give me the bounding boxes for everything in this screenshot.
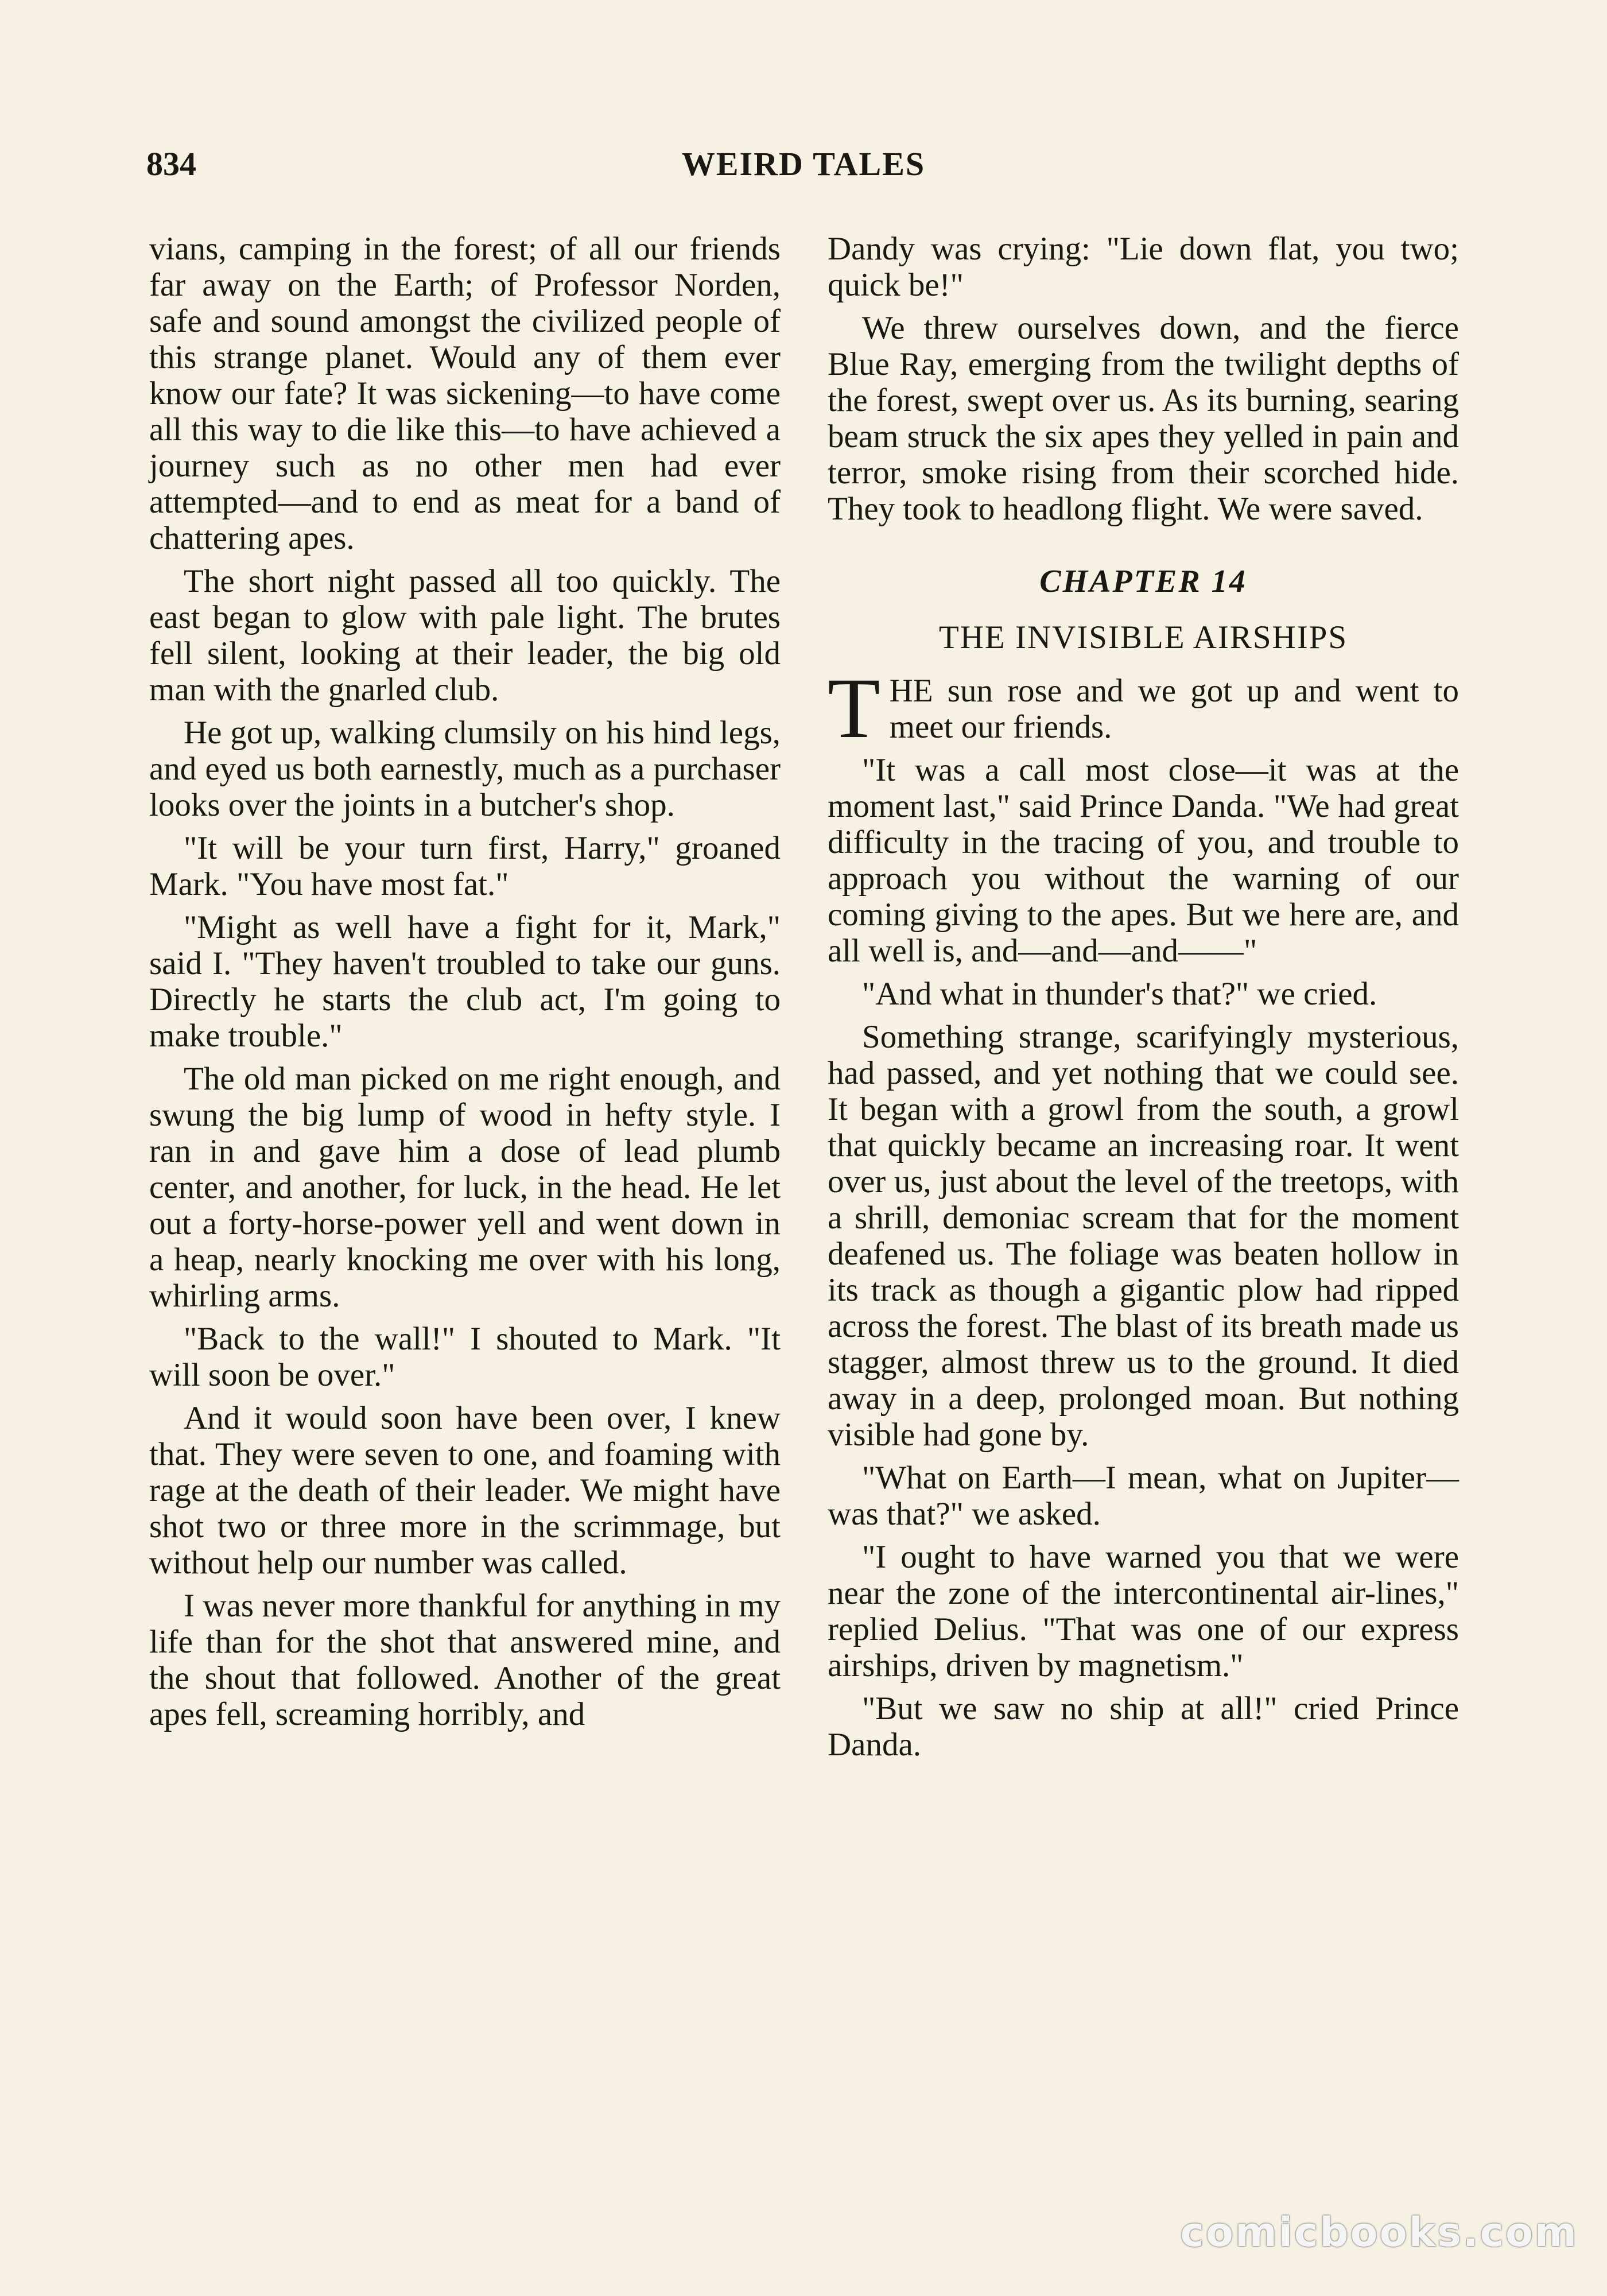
paragraph: "What on Earth—I mean, what on Jupiter—was that?" we asked. (828, 1460, 1459, 1532)
paragraph: "But we saw no ship at all!" cried Prince Danda. (828, 1690, 1459, 1763)
paragraph: Something strange, scarifyingly mysterious, had passed, and yet nothing that we could see. It began with a growl from the south, a growl that quickly became an increasing roar. It went over us, just about the level of the treetops, with a shrill, demoniac scream that for the moment deafened us. The foliage was beaten hollow in its track as though a gigantic plow had ripped across the forest. The blast of its breath made us stagger, almost threw us to the ground. It died away in a deep, prolonged moan. But nothing visible had gone by. (828, 1019, 1459, 1453)
paragraph: I was never more thankful for anything in my life than for the shot that answered mine, and the shout that followed. Another of the great apes fell, screaming horribly, and (149, 1588, 781, 1732)
paragraph: "It will be your turn first, Harry," groaned Mark. "You have most fat." (149, 830, 781, 902)
paragraph: The old man picked on me right enough, and swung the big lump of wood in hefty style. I ran in and gave him a dose of lead plumb center, and another, for luck, in the head. He let out a forty-horse-power yell and went down in a heap, nearly knocking me over with his long, whirling arms. (149, 1061, 781, 1314)
paragraph: vians, camping in the forest; of all our friends far away on the Earth; of Professor Norden, safe and sound amongst the civilized people of this strange planet. Would any of them ever know our fate? It was sickening—to have come all this way to die like this—to have achieved a journey such as no other men had ever attempted—and to end as meat for a band of chattering apes. (149, 231, 781, 556)
paragraph: "I ought to have warned you that we were near the zone of the intercontinental air-lines," replied Delius. "That was one of our express airships, driven by magnetism." (828, 1539, 1459, 1684)
paragraph: He got up, walking clumsily on his hind legs, and eyed us both earnestly, much as a purchaser looks over the joints in a butcher's shop. (149, 715, 781, 823)
paragraph: The short night passed all too quickly. The east began to glow with pale light. The brutes fell silent, looking at their leader, the big old man with the gnarled club. (149, 563, 781, 708)
opening-small-caps: HE (889, 673, 933, 709)
chapter-title: THE INVISIBLE AIRSHIPS (938, 619, 1348, 656)
drop-cap-letter: T (828, 661, 880, 756)
paragraph: Dandy was crying: "Lie down flat, you two; quick be!" (828, 231, 1459, 303)
paragraph: "Might as well have a fight for it, Mark," said I. "They haven't troubled to take our guns. Directly he starts the club act, I'm going to make trouble." (149, 909, 781, 1054)
opening-text: sun rose and we got up and went to meet our friends. (889, 673, 1459, 745)
paragraph: And it would soon have been over, I knew that. They were seven to one, and foaming with rage at the death of their leader. We might have shot two or three more in the scrimmage, but without help our number was called. (149, 1400, 781, 1581)
page-number: 834 (146, 145, 196, 183)
page-header (146, 145, 1461, 196)
chapter-number: CHAPTER 14 (1039, 564, 1247, 599)
left-column (149, 231, 781, 1739)
watermark: comicbooks.com (1180, 2209, 1578, 2256)
right-column (828, 231, 1459, 1770)
paragraph: "It was a call most close—it was at the moment last," said Prince Danda. "We had great difficulty in the tracing of you, and trouble to approach you without the warning of our coming giving to the apes. But we here are, and all well is, and—and—and——" (828, 752, 1459, 969)
chapter-opening-paragraph (828, 661, 1459, 756)
paragraph: We threw ourselves down, and the fierce Blue Ray, emerging from the twilight depths of the forest, swept over us. As its burning, searing beam struck the six apes they yelled in pain and terror, smoke rising from their scorched hide. They took to headlong flight. We were saved. (828, 310, 1459, 527)
running-title: WEIRD TALES (681, 145, 926, 183)
paragraph: "Back to the wall!" I shouted to Mark. "It will soon be over." (149, 1321, 781, 1393)
paragraph: "And what in thunder's that?" we cried. (862, 976, 1377, 1012)
